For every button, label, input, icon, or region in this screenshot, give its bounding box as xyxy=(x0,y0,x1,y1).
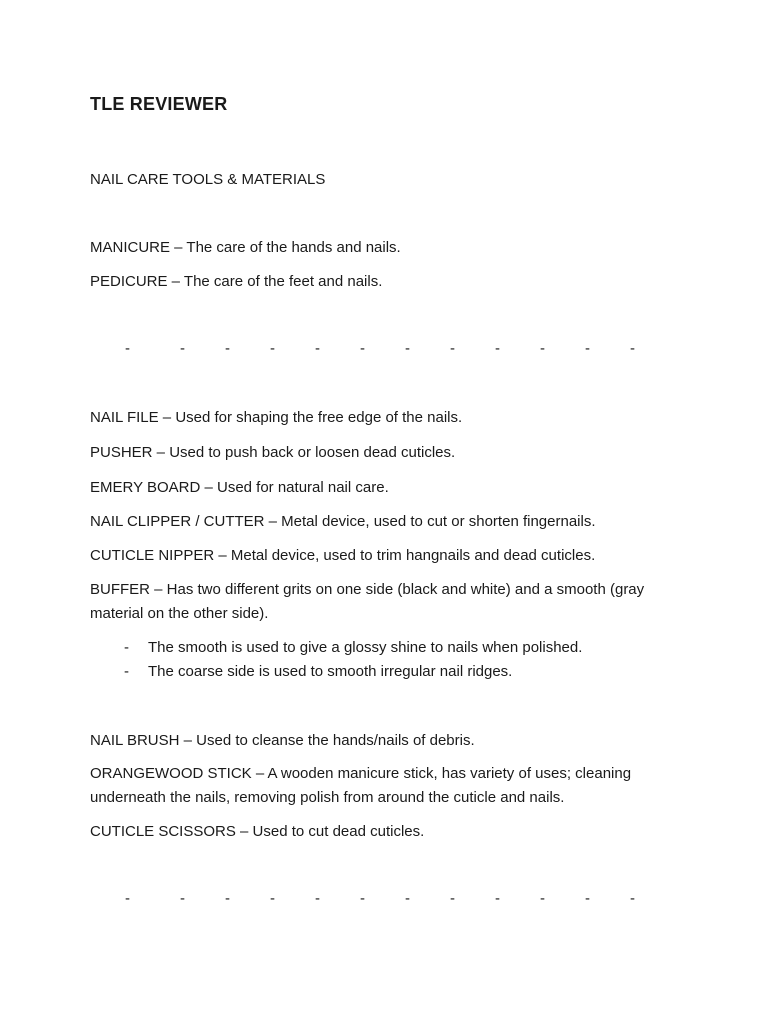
separator-dash: - xyxy=(225,890,230,907)
document-title: TLE REVIEWER xyxy=(90,94,228,114)
buffer-bullet-smooth: The smooth is used to give a glossy shine to nails when polished. xyxy=(148,639,583,656)
separator-dash: - xyxy=(540,890,545,907)
tool-cuticle-nipper: CUTICLE NIPPER – Metal device, used to trim hangnails and dead cuticles. xyxy=(90,547,596,564)
separator-dash: - xyxy=(585,890,590,907)
separator-row xyxy=(0,340,768,360)
tool-pusher: PUSHER – Used to push back or loosen dead cuticles. xyxy=(90,444,456,461)
bullet-dash: - xyxy=(124,663,129,680)
list-item xyxy=(124,636,582,660)
list-item xyxy=(124,660,582,684)
tool-nail-brush: NAIL BRUSH – Used to cleanse the hands/nails of debris. xyxy=(90,732,475,749)
separator-dash: - xyxy=(450,890,455,907)
separator-dash: - xyxy=(630,340,635,357)
definition-pedicure: PEDICURE – The care of the feet and nails. xyxy=(90,273,383,290)
separator-dash: - xyxy=(360,890,365,907)
separator-dash: - xyxy=(585,340,590,357)
separator-dash: - xyxy=(495,890,500,907)
separator-dash: - xyxy=(125,340,130,357)
separator-dash: - xyxy=(360,340,365,357)
buffer-bullet-coarse: The coarse side is used to smooth irregular nail ridges. xyxy=(148,663,513,680)
separator-dash: - xyxy=(225,340,230,357)
tool-buffer: BUFFER – Has two different grits on one side (black and white) and a smooth (gray material on the other side). xyxy=(90,581,645,622)
section-heading: NAIL CARE TOOLS & MATERIALS xyxy=(90,171,326,188)
separator-dash: - xyxy=(495,340,500,357)
separator-row xyxy=(0,890,768,910)
tool-orangewood-stick: ORANGEWOOD STICK – A wooden manicure stick, has variety of uses; cleaning underneath the nails, removing polish from around the cuticle and nails. xyxy=(90,765,632,806)
separator-dash: - xyxy=(450,340,455,357)
separator-dash: - xyxy=(630,890,635,907)
separator-dash: - xyxy=(125,890,130,907)
tool-nail-clipper: NAIL CLIPPER / CUTTER – Metal device, used to cut or shorten fingernails. xyxy=(90,513,596,530)
separator-dash: - xyxy=(405,890,410,907)
separator-dash: - xyxy=(315,890,320,907)
tool-cuticle-scissors: CUTICLE SCISSORS – Used to cut dead cuticles. xyxy=(90,823,425,840)
definition-manicure: MANICURE – The care of the hands and nails. xyxy=(90,239,401,256)
separator-dash: - xyxy=(405,340,410,357)
bullet-dash: - xyxy=(124,639,129,656)
tool-emery-board: EMERY BOARD – Used for natural nail care. xyxy=(90,479,389,496)
separator-dash: - xyxy=(270,340,275,357)
separator-dash: - xyxy=(540,340,545,357)
tool-nail-file: NAIL FILE – Used for shaping the free edge of the nails. xyxy=(90,409,463,426)
separator-dash: - xyxy=(180,890,185,907)
separator-dash: - xyxy=(270,890,275,907)
separator-dash: - xyxy=(180,340,185,357)
buffer-bullet-list xyxy=(124,636,582,684)
separator-dash: - xyxy=(315,340,320,357)
